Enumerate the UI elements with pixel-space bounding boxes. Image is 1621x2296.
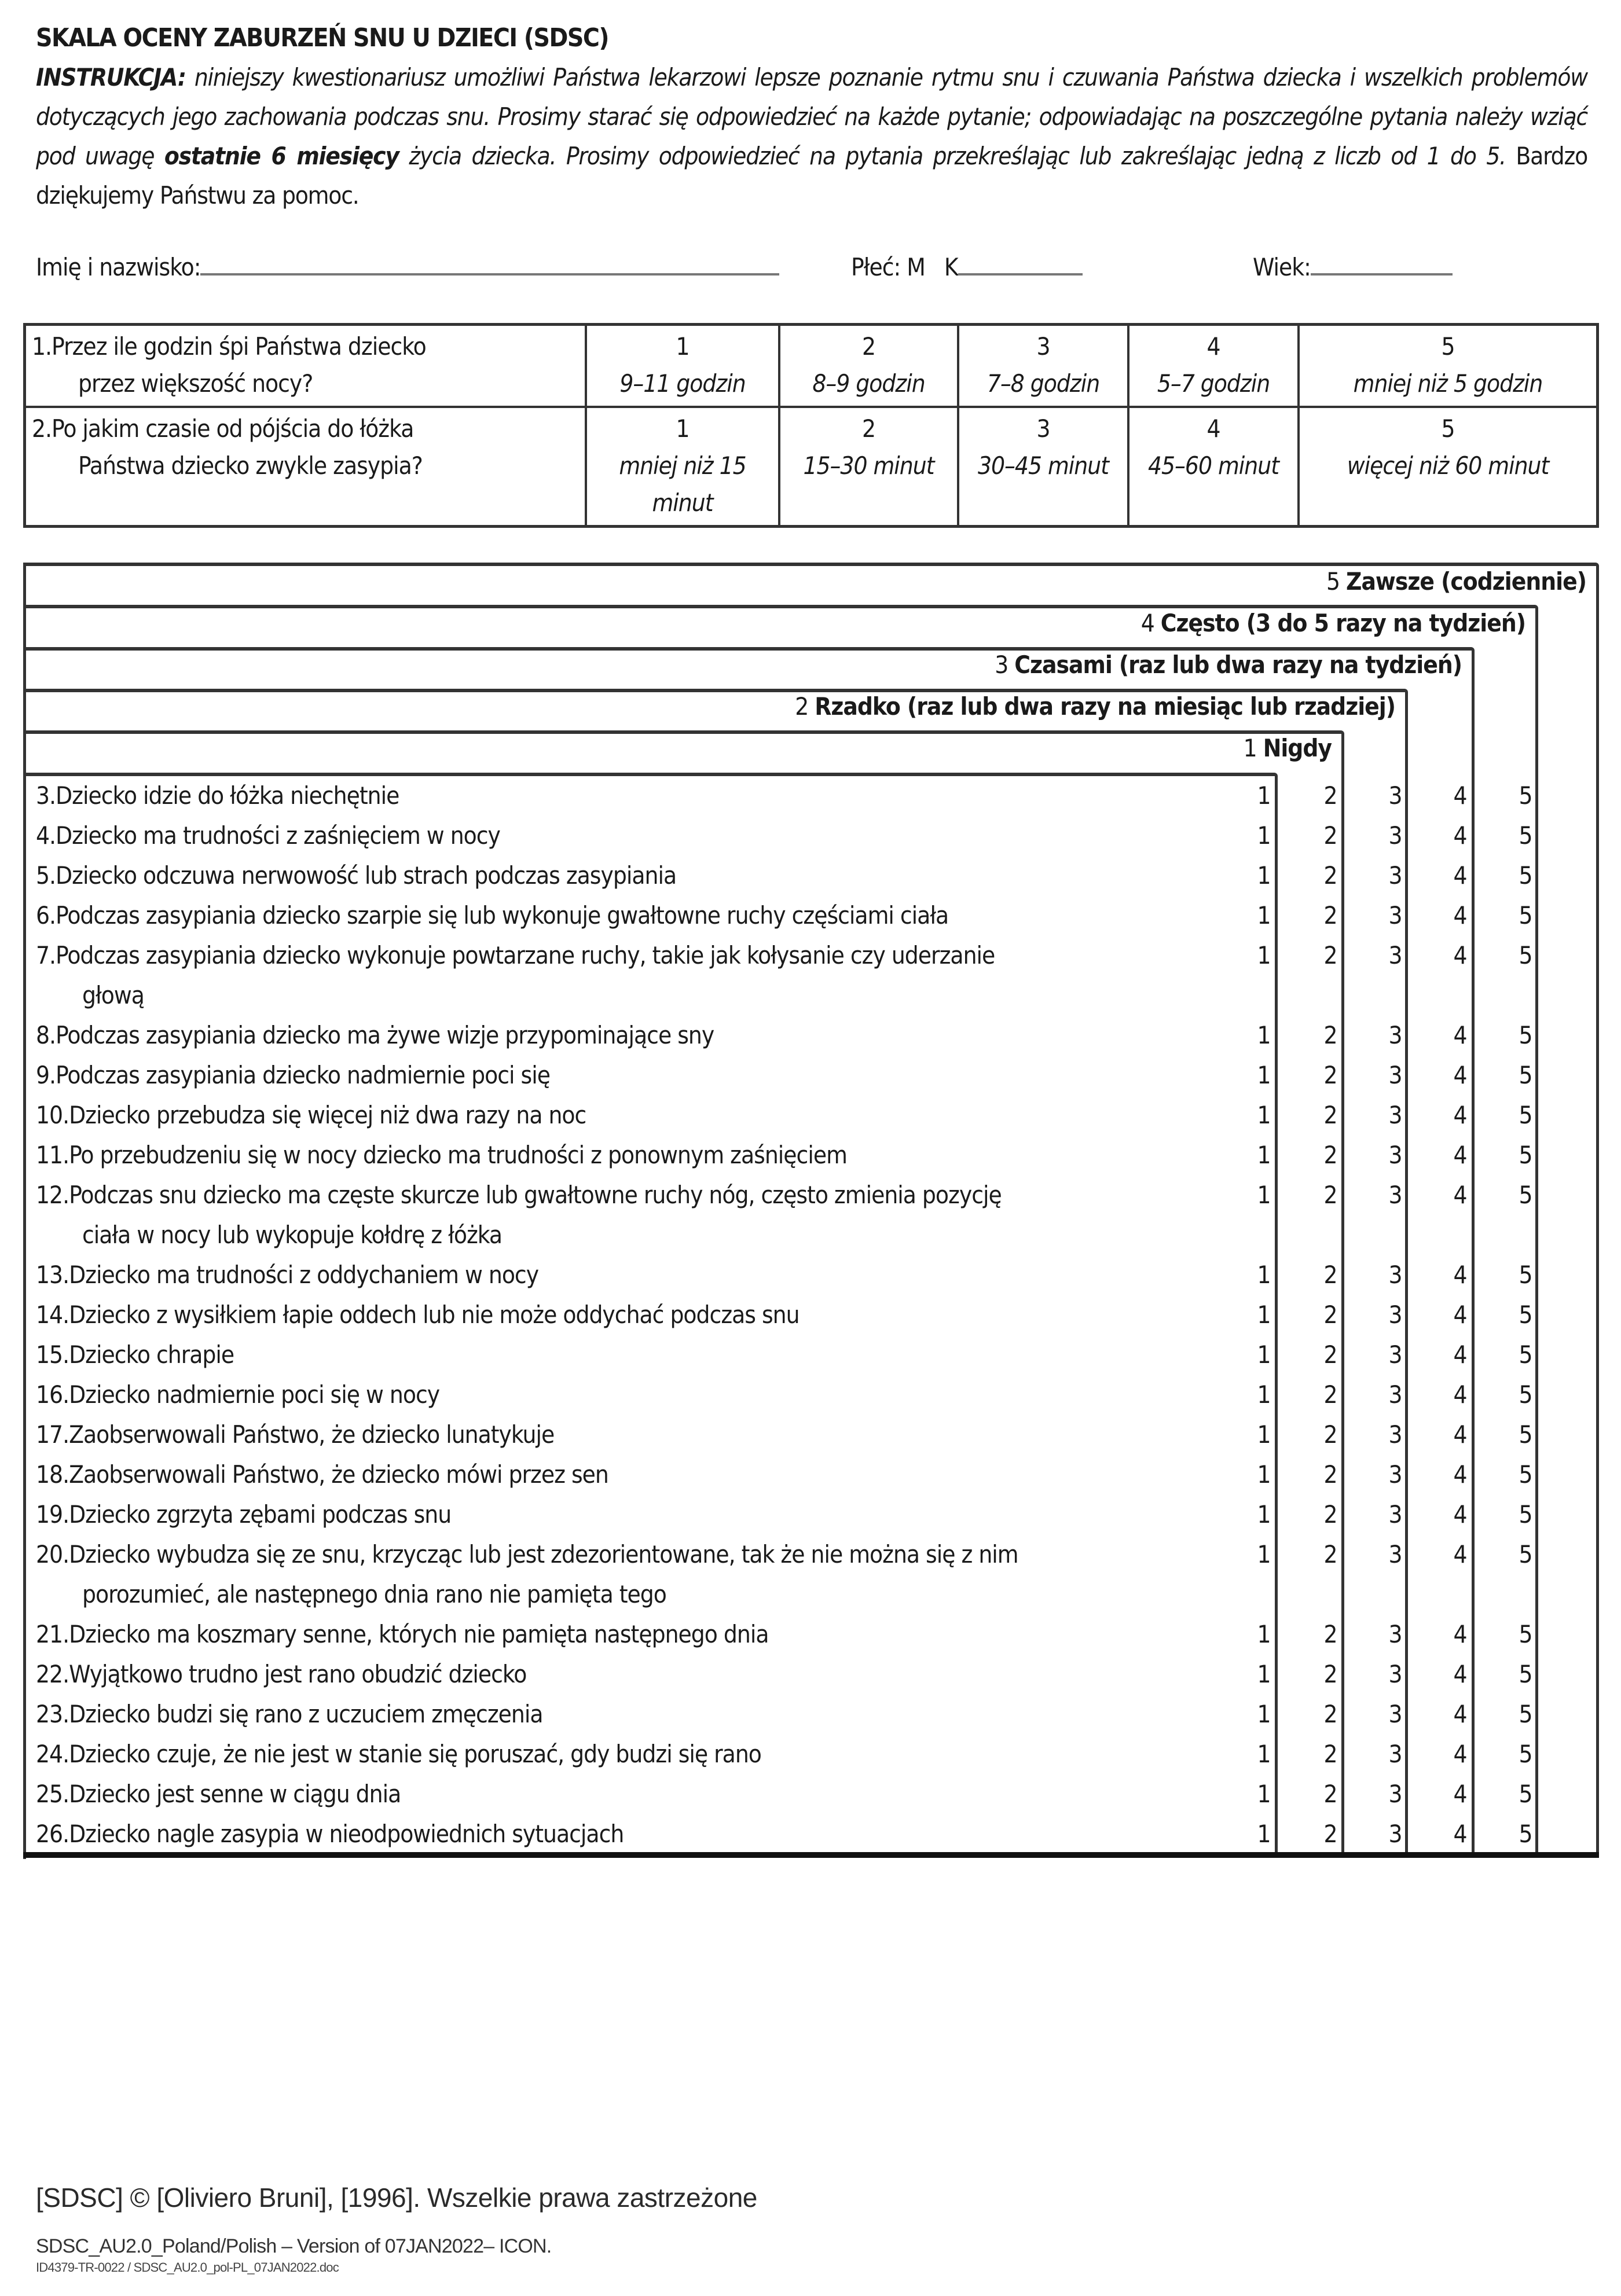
question-text [36, 1814, 1263, 1854]
question-text-cont: Państwa dziecko zwykle zasypia? [78, 451, 423, 480]
name-input[interactable] [200, 250, 779, 275]
scale-option-3[interactable]: 3 [1388, 1540, 1402, 1568]
scale-option-4[interactable]: 4 [1453, 1021, 1467, 1049]
question-text [36, 1654, 1263, 1694]
scale-option-4[interactable]: 4 [1453, 821, 1467, 850]
question-row [36, 776, 1599, 815]
question-row [36, 815, 1599, 855]
question-text [36, 1135, 1263, 1175]
question-row [36, 895, 1599, 935]
scale-option-2[interactable]: 2 [1323, 1700, 1337, 1728]
scale-option-2[interactable]: 2 [1323, 1021, 1337, 1049]
question-row [36, 1335, 1599, 1375]
scale-option-5[interactable]: 5 [1519, 861, 1532, 890]
copyright-notice: [SDSC] © [Oliviero Bruni], [1996]. Wszelkie prawa zastrzeżone [36, 2183, 757, 2213]
sex-input[interactable] [958, 250, 1083, 275]
scale-option-2[interactable]: 2 [1323, 1500, 1337, 1529]
scale-option-5[interactable]: 5 [1519, 1101, 1532, 1129]
table-row [25, 325, 1598, 407]
question-text [36, 1734, 1263, 1774]
question-line-cont: porozumieć, ale następnego dnia rano nie pamięta tego [82, 1580, 666, 1608]
scale-option-4[interactable]: 4 [1453, 1141, 1467, 1169]
question-line: 15.Dziecko chrapie [36, 1340, 234, 1369]
scale-option-2[interactable]: 2 [1323, 1820, 1337, 1848]
table-border-bottom [23, 1852, 1599, 1858]
question-line: 23.Dziecko budzi się rano z uczuciem zmęczenia [36, 1700, 543, 1728]
option-number: 4 [1206, 332, 1220, 361]
option-number: 2 [861, 332, 876, 361]
scale-option-4[interactable]: 4 [1453, 1420, 1467, 1449]
scale-option-1[interactable]: 1 [1257, 1540, 1271, 1568]
option-cell[interactable] [586, 325, 779, 407]
scale-option-1[interactable]: 1 [1257, 1101, 1271, 1129]
scale-option-3[interactable]: 3 [1388, 1301, 1402, 1329]
scale-header-2 [795, 692, 1395, 721]
question-text [36, 1175, 1263, 1255]
scale-option-5[interactable]: 5 [1519, 1340, 1532, 1369]
scale-number: 2 [795, 692, 809, 721]
scale-option-4[interactable]: 4 [1453, 901, 1467, 930]
scale-option-1[interactable]: 1 [1257, 1021, 1271, 1049]
scale-number: 4 [1140, 609, 1154, 637]
scale-option-1[interactable]: 1 [1257, 861, 1271, 890]
question-text [36, 1415, 1263, 1454]
scale-option-5[interactable]: 5 [1519, 1500, 1532, 1529]
question-line: 18.Zaobserwowali Państwo, że dziecko mówi przez sen [36, 1460, 608, 1489]
question-text [36, 1095, 1263, 1135]
scale-option-4[interactable]: 4 [1453, 1740, 1467, 1768]
question-cell [25, 407, 586, 527]
scale-option-4[interactable]: 4 [1453, 1820, 1467, 1848]
scale-option-3[interactable]: 3 [1388, 1420, 1402, 1449]
scale-option-4[interactable]: 4 [1453, 1620, 1467, 1648]
scale-option-2[interactable]: 2 [1323, 1460, 1337, 1489]
scale-option-1[interactable]: 1 [1257, 941, 1271, 969]
scale-option-5[interactable]: 5 [1519, 1660, 1532, 1688]
scale-label: Rzadko (raz lub dwa razy na miesiąc lub rzadziej) [815, 692, 1395, 721]
option-desc: mniej niż 15 minut [619, 451, 746, 517]
scale-option-3[interactable]: 3 [1388, 1700, 1402, 1728]
scale-option-5[interactable]: 5 [1519, 821, 1532, 850]
sleep-duration-table [23, 323, 1599, 528]
scale-label: Zawsze (codziennie) [1346, 567, 1586, 596]
scale-option-3[interactable]: 3 [1388, 1380, 1402, 1409]
scale-option-1[interactable]: 1 [1257, 1500, 1271, 1529]
scale-option-5[interactable]: 5 [1519, 1700, 1532, 1728]
question-text [36, 1375, 1263, 1415]
scale-option-5[interactable]: 5 [1519, 1780, 1532, 1808]
scale-option-4[interactable]: 4 [1453, 1301, 1467, 1329]
option-desc: 8–9 godzin [812, 369, 925, 398]
question-line: 9.Podczas zasypiania dziecko nadmiernie poci się [36, 1061, 550, 1089]
question-row [36, 1175, 1599, 1255]
scale-option-1[interactable]: 1 [1257, 1261, 1271, 1289]
scale-number: 5 [1326, 567, 1340, 596]
scale-option-4[interactable]: 4 [1453, 941, 1467, 969]
instructions-text-2: życia dziecka. Prosimy odpowiedzieć na pytania przekreślając lub zakreślając jedną z liczb od 1 do 5. [398, 142, 1506, 170]
scale-option-2[interactable]: 2 [1323, 941, 1337, 969]
scale-option-1[interactable]: 1 [1257, 1420, 1271, 1449]
option-cell[interactable] [1128, 325, 1299, 407]
age-field [1253, 250, 1453, 281]
question-text [36, 1614, 1263, 1654]
scale-option-3[interactable]: 3 [1388, 861, 1402, 890]
patient-info-line [36, 250, 1599, 285]
question-cell [25, 325, 586, 407]
option-desc: 45–60 minut [1147, 451, 1279, 480]
scale-option-3[interactable]: 3 [1388, 821, 1402, 850]
scale-option-1[interactable]: 1 [1257, 1141, 1271, 1169]
scale-option-3[interactable]: 3 [1388, 1141, 1402, 1169]
question-line: 12.Podczas snu dziecko ma częste skurcze lub gwałtowne ruchy nóg, często zmienia pozycję [36, 1181, 1002, 1209]
question-line: 6.Podczas zasypiania dziecko szarpie się lub wykonuje gwałtowne ruchy częściami ciała [36, 901, 949, 930]
scale-option-1[interactable]: 1 [1257, 1061, 1271, 1089]
scale-option-2[interactable]: 2 [1323, 1740, 1337, 1768]
scale-option-4[interactable]: 4 [1453, 1380, 1467, 1409]
scale-option-4[interactable]: 4 [1453, 781, 1467, 810]
question-row [36, 1255, 1599, 1295]
scale-option-1[interactable]: 1 [1257, 821, 1271, 850]
scale-label: Nigdy [1263, 734, 1332, 762]
scale-option-1[interactable]: 1 [1257, 1301, 1271, 1329]
scale-option-1[interactable]: 1 [1257, 1340, 1271, 1369]
scale-option-5[interactable]: 5 [1519, 1261, 1532, 1289]
question-line: 5.Dziecko odczuwa nerwowość lub strach podczas zasypiania [36, 861, 677, 890]
question-text [36, 1295, 1263, 1335]
question-text [36, 815, 1263, 855]
scale-option-5[interactable]: 5 [1519, 1141, 1532, 1169]
question-text [36, 935, 1263, 1015]
option-number: 1 [676, 332, 690, 361]
question-line: 11.Po przebudzeniu się w nocy dziecko ma trudności z ponownym zaśnięciem [36, 1141, 847, 1169]
scale-option-1[interactable]: 1 [1257, 901, 1271, 930]
scale-option-2[interactable]: 2 [1323, 1181, 1337, 1209]
question-line: 8.Podczas zasypiania dziecko ma żywe wizje przypominające sny [36, 1021, 714, 1049]
question-line: 26.Dziecko nagle zasypia w nieodpowiednich sytuacjach [36, 1820, 624, 1848]
option-desc: mniej niż 5 godzin [1353, 369, 1543, 398]
page-title: SKALA OCENY ZABURZEŃ SNU U DZIECI (SDSC) [36, 23, 608, 53]
version-info: SDSC_AU2.0_Poland/Polish – Version of 07JAN2022– ICON. [36, 2235, 552, 2257]
option-desc: 30–45 minut [977, 451, 1109, 480]
scale-option-1[interactable]: 1 [1257, 1380, 1271, 1409]
question-line: 3.Dziecko idzie do łóżka niechętnie [36, 781, 399, 810]
option-cell[interactable] [1128, 407, 1299, 527]
instructions-emphasis: ostatnie 6 miesięcy [164, 142, 399, 170]
scale-option-2[interactable]: 2 [1323, 1301, 1337, 1329]
question-line: 19.Dziecko zgrzyta zębami podczas snu [36, 1500, 452, 1529]
scale-option-3[interactable]: 3 [1388, 901, 1402, 930]
question-line: 25.Dziecko jest senne w ciągu dnia [36, 1780, 401, 1808]
scale-option-5[interactable]: 5 [1519, 1460, 1532, 1489]
question-line: 14.Dziecko z wysiłkiem łapie oddech lub nie może oddychać podczas snu [36, 1301, 800, 1329]
scale-option-5[interactable]: 5 [1519, 1301, 1532, 1329]
name-label: Imię i nazwisko: [36, 253, 201, 281]
scale-header-3 [995, 651, 1462, 679]
scale-option-2[interactable]: 2 [1323, 1420, 1337, 1449]
scale-option-3[interactable]: 3 [1388, 1740, 1402, 1768]
question-text: 2.Po jakim czasie od pójścia do łóżka [32, 414, 414, 443]
scale-option-4[interactable]: 4 [1453, 1780, 1467, 1808]
option-desc: więcej niż 60 minut [1347, 451, 1549, 480]
option-number: 5 [1441, 414, 1455, 443]
option-number: 1 [676, 414, 690, 443]
question-text [36, 895, 1263, 935]
scale-option-1[interactable]: 1 [1257, 1620, 1271, 1648]
instructions-label: INSTRUKCJA: [36, 63, 186, 91]
question-row [36, 1734, 1599, 1774]
scale-option-3[interactable]: 3 [1388, 1181, 1402, 1209]
scale-option-4[interactable]: 4 [1453, 1061, 1467, 1089]
question-row [36, 1095, 1599, 1135]
question-text [36, 1774, 1263, 1814]
scale-option-5[interactable]: 5 [1519, 1061, 1532, 1089]
question-line: 21.Dziecko ma koszmary senne, których nie pamięta następnego dnia [36, 1620, 769, 1648]
scale-option-5[interactable]: 5 [1519, 1181, 1532, 1209]
scale-option-2[interactable]: 2 [1323, 1101, 1337, 1129]
question-row [36, 935, 1599, 1015]
scale-option-3[interactable]: 3 [1388, 1460, 1402, 1489]
question-row [36, 1415, 1599, 1454]
question-line: 4.Dziecko ma trudności z zaśnięciem w nocy [36, 821, 500, 850]
scale-option-2[interactable]: 2 [1323, 1620, 1337, 1648]
scale-option-4[interactable]: 4 [1453, 1340, 1467, 1369]
instructions-text-1: niniejszy kwestionariusz umożliwi Państwa lekarzowi lepsze poznanie rytmu snu i czuwania Państwa dziecka i wszelkich problemów dotyczących jego zachowania podczas snu. Prosimy starać się odpowiedzieć na każde pytanie; odpowiadając na poszczególne pytania należy wziąć pod uwagę [36, 63, 1587, 170]
scale-option-4[interactable]: 4 [1453, 1700, 1467, 1728]
instructions [36, 58, 1587, 215]
scale-option-1[interactable]: 1 [1257, 1700, 1271, 1728]
scale-option-5[interactable]: 5 [1519, 1820, 1532, 1848]
scale-label: Czasami (raz lub dwa razy na tydzień) [1014, 651, 1462, 679]
scale-number: 3 [995, 651, 1008, 679]
instructions-thanks: Bardzo dziękujemy Państwu za pomoc. [36, 142, 1588, 210]
scale-option-2[interactable]: 2 [1323, 1380, 1337, 1409]
scale-option-5[interactable]: 5 [1519, 941, 1532, 969]
scale-option-5[interactable]: 5 [1519, 781, 1532, 810]
question-row [36, 855, 1599, 895]
scale-option-2[interactable]: 2 [1323, 781, 1337, 810]
scale-option-2[interactable]: 2 [1323, 1061, 1337, 1089]
question-row [36, 1694, 1599, 1734]
scale-option-5[interactable]: 5 [1519, 901, 1532, 930]
question-line-cont: głową [82, 981, 144, 1009]
scale-option-1[interactable]: 1 [1257, 1820, 1271, 1848]
age-label: Wiek: [1253, 253, 1311, 281]
question-row [36, 1494, 1599, 1534]
scale-option-5[interactable]: 5 [1519, 1420, 1532, 1449]
scale-option-5[interactable]: 5 [1519, 1380, 1532, 1409]
scale-option-5[interactable]: 5 [1519, 1540, 1532, 1568]
scale-option-3[interactable]: 3 [1388, 1021, 1402, 1049]
question-line-cont: ciała w nocy lub wykopuje kołdrę z łóżka [82, 1221, 503, 1249]
scale-option-5[interactable]: 5 [1519, 1620, 1532, 1648]
question-text [36, 776, 1263, 815]
question-text [36, 855, 1263, 895]
option-cell[interactable] [958, 407, 1128, 527]
question-text: 1.Przez ile godzin śpi Państwa dziecko [32, 332, 426, 361]
question-row [36, 1295, 1599, 1335]
question-line: 10.Dziecko przebudza się więcej niż dwa razy na noc [36, 1101, 586, 1129]
option-number: 3 [1036, 414, 1050, 443]
name-field [36, 250, 779, 281]
scale-option-3[interactable]: 3 [1388, 1061, 1402, 1089]
scale-option-1[interactable]: 1 [1257, 1780, 1271, 1808]
question-row [36, 1454, 1599, 1494]
scale-option-5[interactable]: 5 [1519, 1740, 1532, 1768]
scale-option-4[interactable]: 4 [1453, 1660, 1467, 1688]
scale-option-3[interactable]: 3 [1388, 1261, 1402, 1289]
question-text [36, 1454, 1263, 1494]
question-line: 17.Zaobserwowali Państwo, że dziecko lunatykuje [36, 1420, 555, 1449]
scale-option-2[interactable]: 2 [1323, 1261, 1337, 1289]
scale-option-2[interactable]: 2 [1323, 821, 1337, 850]
question-row [36, 1814, 1599, 1854]
option-cell[interactable] [779, 407, 958, 527]
scale-option-2[interactable]: 2 [1323, 901, 1337, 930]
question-row [36, 1375, 1599, 1415]
scale-option-4[interactable]: 4 [1453, 1261, 1467, 1289]
scale-option-1[interactable]: 1 [1257, 1460, 1271, 1489]
scale-header-1 [1244, 734, 1332, 762]
option-number: 3 [1036, 332, 1050, 361]
scale-number: 1 [1243, 734, 1257, 762]
scale-option-3[interactable]: 3 [1388, 1101, 1402, 1129]
option-cell[interactable] [958, 325, 1128, 407]
question-text-cont: przez większość nocy? [78, 369, 313, 398]
scale-option-4[interactable]: 4 [1453, 1460, 1467, 1489]
scale-option-3[interactable]: 3 [1388, 1820, 1402, 1848]
question-line: 22.Wyjątkowo trudno jest rano obudzić dziecko [36, 1660, 527, 1688]
option-desc: 5–7 godzin [1157, 369, 1270, 398]
question-row [36, 1135, 1599, 1175]
scale-option-3[interactable]: 3 [1388, 941, 1402, 969]
sex-field [851, 250, 1083, 281]
question-text [36, 1694, 1263, 1734]
sex-label: Płeć: M K [851, 253, 958, 281]
option-number: 4 [1206, 414, 1220, 443]
scale-option-1[interactable]: 1 [1257, 781, 1271, 810]
scale-option-2[interactable]: 2 [1323, 1780, 1337, 1808]
option-desc: 9–11 godzin [619, 369, 746, 398]
scale-option-4[interactable]: 4 [1453, 1181, 1467, 1209]
scale-option-5[interactable]: 5 [1519, 1021, 1532, 1049]
question-line: 24.Dziecko czuje, że nie jest w stanie się poruszać, gdy budzi się rano [36, 1740, 761, 1768]
scale-option-3[interactable]: 3 [1388, 1340, 1402, 1369]
question-row [36, 1774, 1599, 1814]
question-text [36, 1335, 1263, 1375]
question-line: 7.Podczas zasypiania dziecko wykonuje powtarzane ruchy, takie jak kołysanie czy uderzanie [36, 941, 995, 969]
option-number: 5 [1441, 332, 1455, 361]
scale-option-4[interactable]: 4 [1453, 1500, 1467, 1529]
option-desc: 15–30 minut [803, 451, 934, 480]
scale-option-3[interactable]: 3 [1388, 1780, 1402, 1808]
question-row [36, 1654, 1599, 1694]
scale-option-3[interactable]: 3 [1388, 1500, 1402, 1529]
option-cell[interactable] [586, 407, 779, 527]
table-row [25, 407, 1598, 527]
question-row [36, 1534, 1599, 1614]
question-text [36, 1534, 1263, 1614]
scale-option-2[interactable]: 2 [1323, 861, 1337, 890]
question-row [36, 1614, 1599, 1654]
option-cell[interactable] [1299, 407, 1598, 527]
age-input[interactable] [1311, 250, 1453, 275]
question-text [36, 1055, 1263, 1095]
scale-header-5 [1326, 567, 1586, 596]
scale-option-3[interactable]: 3 [1388, 781, 1402, 810]
scale-option-1[interactable]: 1 [1257, 1740, 1271, 1768]
scale-option-2[interactable]: 2 [1323, 1540, 1337, 1568]
scale-option-1[interactable]: 1 [1257, 1181, 1271, 1209]
scale-option-4[interactable]: 4 [1453, 861, 1467, 890]
option-number: 2 [861, 414, 876, 443]
scale-option-1[interactable]: 1 [1257, 1660, 1271, 1688]
scale-option-2[interactable]: 2 [1323, 1340, 1337, 1369]
option-cell[interactable] [779, 325, 958, 407]
question-list [36, 776, 1599, 1854]
scale-header-4 [1141, 609, 1525, 637]
scale-label: Często (3 do 5 razy na tydzień) [1160, 609, 1525, 637]
scale-option-2[interactable]: 2 [1323, 1660, 1337, 1688]
question-text [36, 1255, 1263, 1295]
question-line: 16.Dziecko nadmiernie poci się w nocy [36, 1380, 440, 1409]
document-id: ID4379-TR-0022 / SDSC_AU2.0_pol-PL_07JAN2022.doc [36, 2260, 339, 2275]
question-line: 20.Dziecko wybudza się ze snu, krzycząc lub jest zdezorientowane, tak że nie można się z nim [36, 1540, 1018, 1568]
scale-option-3[interactable]: 3 [1388, 1620, 1402, 1648]
scale-option-4[interactable]: 4 [1453, 1540, 1467, 1568]
option-cell[interactable] [1299, 325, 1598, 407]
scale-option-3[interactable]: 3 [1388, 1660, 1402, 1688]
scale-option-2[interactable]: 2 [1323, 1141, 1337, 1169]
scale-option-4[interactable]: 4 [1453, 1101, 1467, 1129]
option-desc: 7–8 godzin [986, 369, 1100, 398]
question-row [36, 1055, 1599, 1095]
question-row [36, 1015, 1599, 1055]
question-line: 13.Dziecko ma trudności z oddychaniem w nocy [36, 1261, 539, 1289]
question-text [36, 1015, 1263, 1055]
question-text [36, 1494, 1263, 1534]
